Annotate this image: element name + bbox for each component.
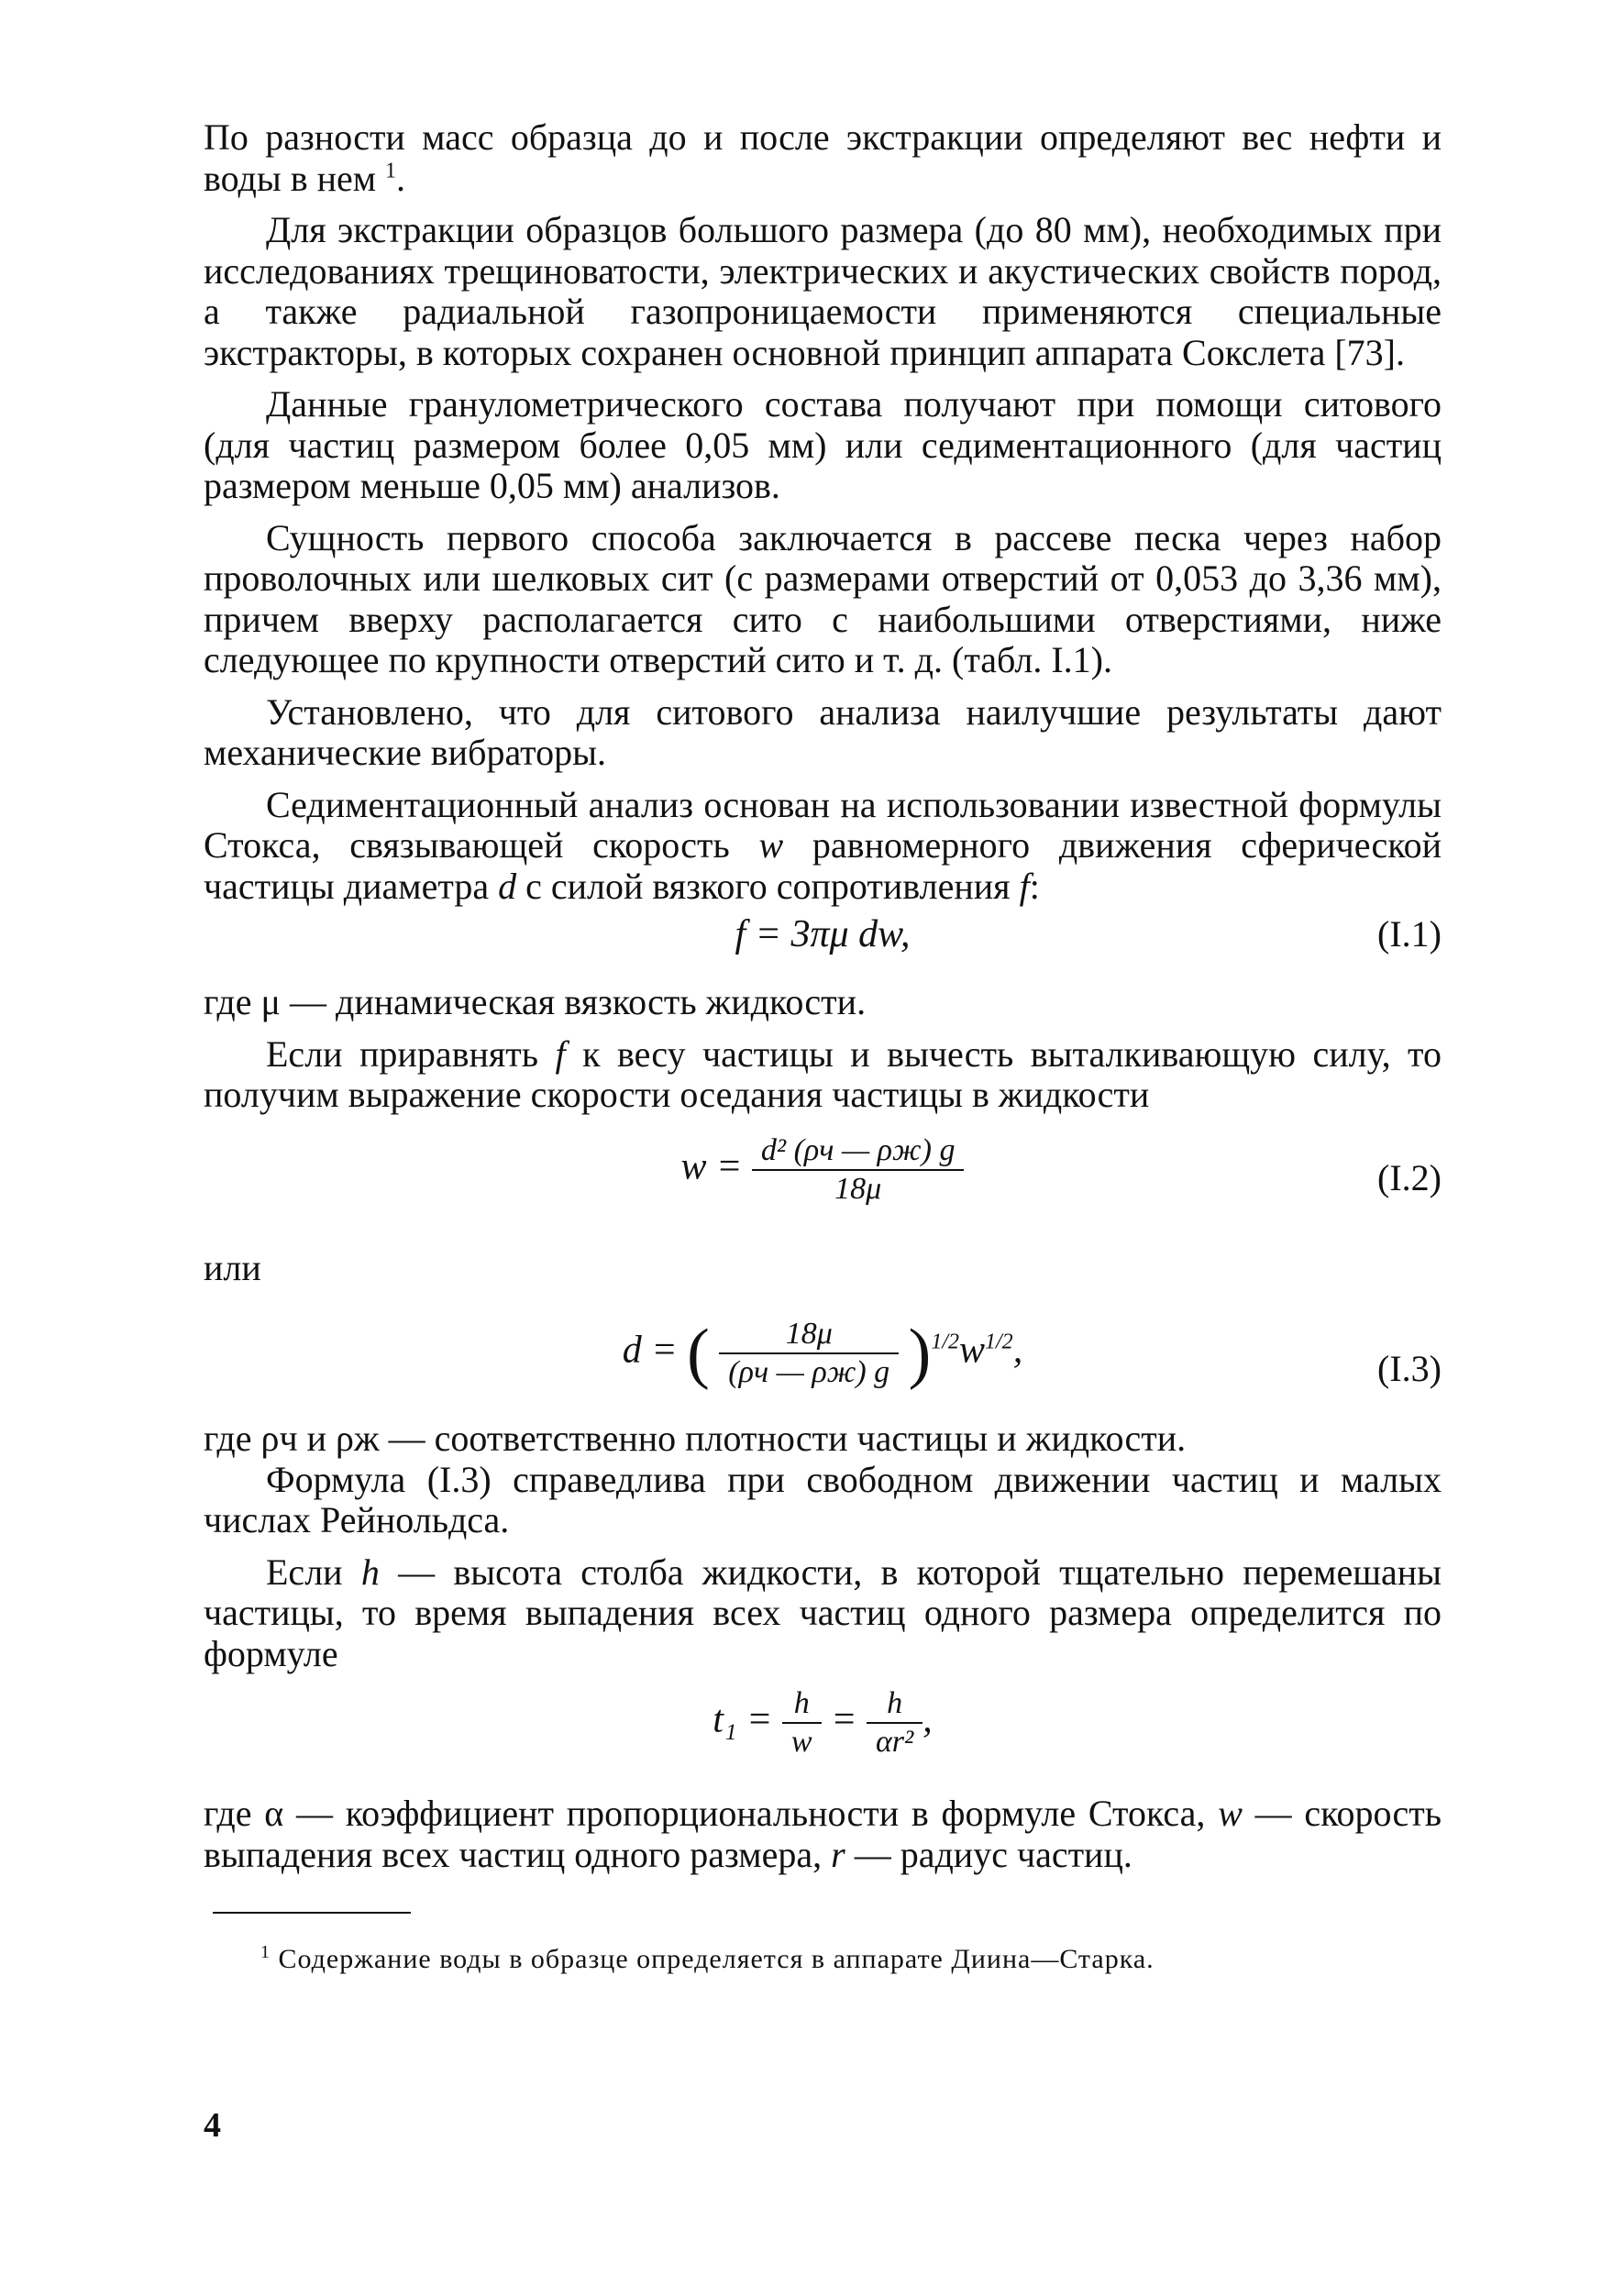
paragraph-10: где ρч и ρж — соответственно плотности частицы и жидкости. [204,1418,1187,1459]
formula-3-denominator: (ρч — ρж) g [728,1355,890,1389]
formula-3-tail: w [959,1329,986,1372]
footnote-ref[interactable]: 1 [385,159,397,183]
paragraph-5: Установлено, что для ситового анализа наилучшие результаты дают механические вибраторы. [204,690,1442,773]
formula-4-fraction-2: $\frac{h}{\text{αr²}}$ [867,1685,922,1761]
formula-3-tail-exponent: 1/2 [985,1330,1013,1354]
formula-1-number: (I.1) [1377,913,1442,955]
paragraph-3: Данные гранулометрического состава получают при помощи ситового (для частиц размером более 0,05 мм) или седиментационного (для частиц размером меньше 0,05 мм) анализов. [204,383,1442,506]
footnote [204,1943,1442,1976]
formula-2 [204,1120,1442,1220]
formula-4: t₁ = $\frac{h}{w}$ = $\frac{h}{\text{αr²}}$ , [713,1686,933,1759]
formula-1-expression: f = 3πμ dw, [735,913,911,955]
formula-2-denominator: 18μ [834,1171,882,1206]
formula-3: d = ( $\frac{18\mu}{(\rho ч — \rho ж) g}$ )$^{1/2}w^{1/2}$, (I.3) [622,1315,1442,1391]
footnote-mark: 1 [260,1942,271,1962]
page-number: 4 [204,2106,221,2145]
paragraph-4: Сущность первого способа заключается в рассеве песка через набор проволочных или шелковых сит (с размерами отверстий от 0,053 до 3,36 мм), причем вверху располагается сито с наибольшими отверстиями, ниже следующее по крупности отверстий сито и т. д. (табл. I.1). [204,516,1442,680]
paragraph-8: Если приравнять f к весу частицы и вычесть выталкивающую силу, то получим выражение скорости оседания частицы в жидкости [204,1032,1442,1115]
formula-2-numerator: d² (ρч — ρж) g [752,1132,965,1171]
paragraph-11: Формула (I.3) справедлива при свободном движении частиц и малых числах Рейнольдса. [204,1458,1442,1540]
formula-2-lhs: w = [680,1145,743,1188]
paragraph-6: Седиментационный анализ основан на использовании известной формулы Стокса, связывающей скорость w равномерного движения сферической частицы диаметра d с силой вязкого сопротивления f: [204,783,1442,907]
formula-3-exponent: 1/2 [931,1330,959,1354]
paragraph-7: где μ — динамическая вязкость жидкости. [204,981,867,1022]
formula-2-fraction [752,1132,965,1208]
formula-1 [204,914,1442,971]
footnote-separator [213,1912,411,1914]
formula-3-close-paren: ) [908,1315,932,1391]
formula-3-lhs: d = [622,1329,678,1372]
formula-2-number: (I.2) [1377,1156,1442,1198]
paragraph-12: Если h — высота столба жидкости, в которой тщательно перемешаны частицы, то время выпадения всех частиц одного размера определится по формуле [204,1551,1442,1674]
page-body [204,117,1442,1976]
formula-4-fraction-1: $\frac{h}{w}$ [782,1685,822,1761]
paragraph-1: По разности масс образца до и после экстракции определяют вес нефти и воды в нем $^1$. [204,116,1442,199]
paragraph-9: или [204,1246,261,1288]
paragraph-13: где α — коэффициент пропорциональности в формуле Стокса, w — скорость выпадения всех частиц одного размера, r — радиус частиц. [204,1793,1442,1875]
formula-4-lhs: t₁ = [713,1698,773,1741]
formula-3-number: (I.3) [1377,1348,1442,1389]
footnote-text: Содержание воды в образце определяется в аппарате Диина—Старка. [278,1944,1154,1974]
formula-3-fraction [719,1316,899,1391]
paragraph-2: Для экстракции образцов большого размера (до 80 мм), необходимых при исследованиях трещиноватости, электрических и акустических свойств пород, а также радиальной газопроницаемости применяются специальные экстракторы, в которых сохранен основной принцип аппарата Сокслета [73]. [204,209,1442,373]
formula-3-numerator: 18μ [719,1316,899,1354]
formula-3-open-paren: ( [687,1315,710,1391]
